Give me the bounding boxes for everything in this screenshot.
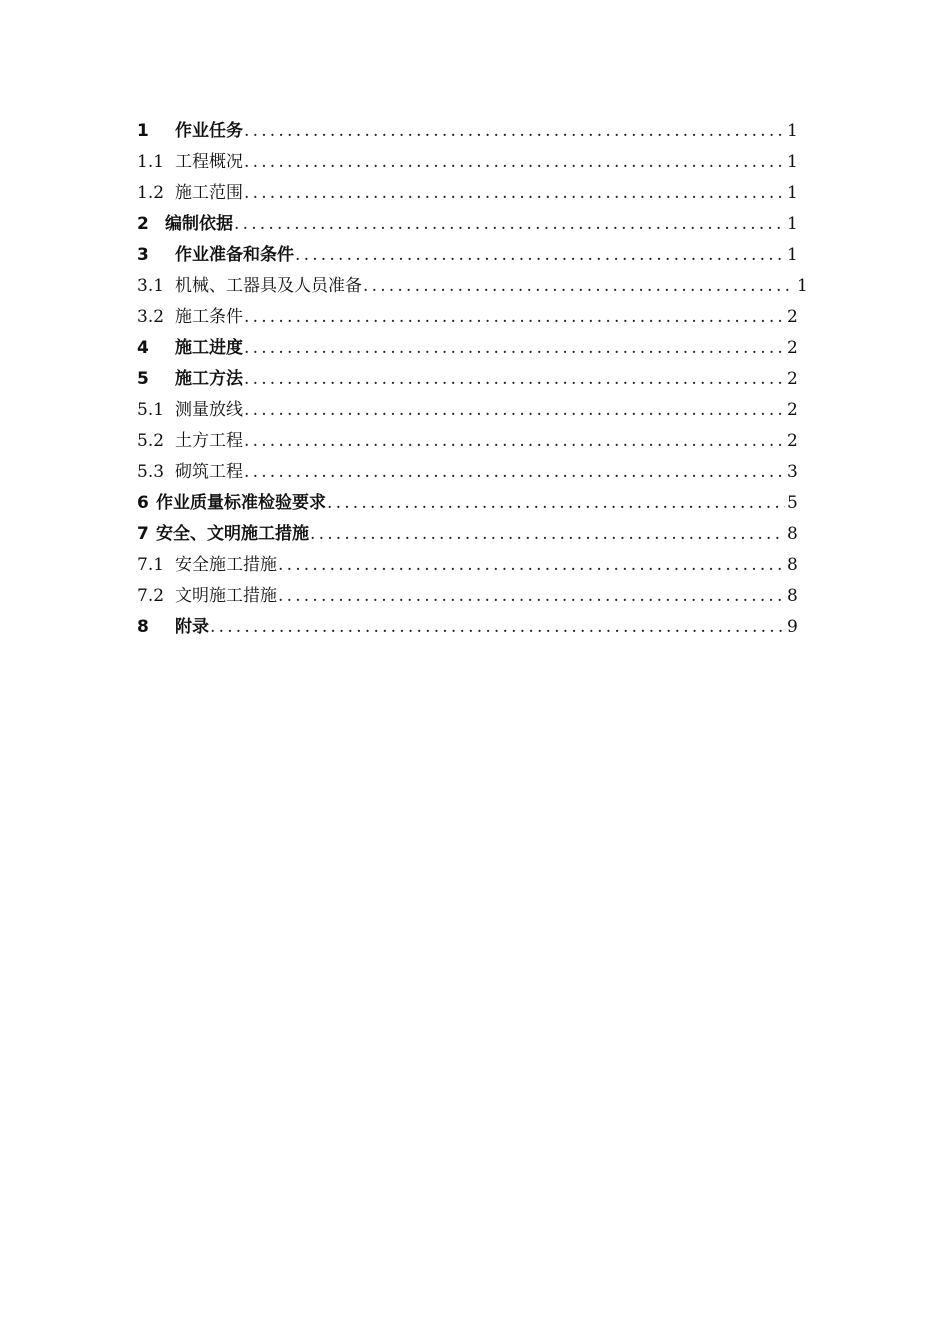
toc-entry[interactable] — [137, 116, 797, 147]
toc-entry[interactable] — [137, 550, 797, 581]
toc-entry-title: 作业准备和条件 — [175, 245, 294, 265]
toc-entry-number: 5.2 — [137, 431, 165, 451]
toc-entry-page: 2 — [787, 369, 798, 389]
toc-entry-page: 1 — [787, 214, 798, 234]
toc-entry-number: 4 — [137, 338, 149, 358]
toc-entry-number: 1.2 — [137, 183, 165, 203]
toc-entry[interactable] — [137, 209, 797, 240]
toc-entry-page: 2 — [787, 307, 798, 327]
toc-entry-title: 文明施工措施 — [175, 586, 277, 606]
toc-entry[interactable] — [137, 395, 797, 426]
toc-entry-title: 编制依据 — [165, 214, 233, 234]
toc-entry-title: 作业任务 — [175, 121, 243, 141]
dot-leader — [278, 581, 785, 612]
toc-entry[interactable] — [137, 302, 797, 333]
toc-entry-page: 2 — [787, 431, 798, 451]
dot-leader — [244, 395, 785, 426]
toc-entry[interactable] — [137, 488, 797, 519]
toc-entry-number: 8 — [137, 617, 149, 637]
toc-entry-number: 1 — [137, 121, 149, 141]
dot-leader — [244, 116, 785, 147]
toc-entry-number: 2 — [137, 214, 149, 234]
toc-entry-page: 3 — [787, 462, 798, 482]
dot-leader — [310, 519, 785, 550]
dot-leader — [244, 364, 785, 395]
toc-entry-page: 1 — [787, 121, 798, 141]
toc-entry-number: 3.1 — [137, 276, 165, 296]
toc-entry-page: 2 — [787, 400, 798, 420]
toc-entry-number: 1.1 — [137, 152, 165, 172]
dot-leader — [244, 426, 785, 457]
dot-leader — [363, 271, 795, 302]
toc-entry-page: 1 — [787, 152, 798, 172]
toc-entry-title: 安全施工措施 — [175, 555, 277, 575]
toc-entry-title: 施工范围 — [175, 183, 243, 203]
toc-entry-number: 7 — [137, 524, 149, 544]
toc-entry-title: 测量放线 — [175, 400, 243, 420]
toc-entry[interactable] — [137, 333, 797, 364]
toc-entry-page: 5 — [787, 493, 798, 513]
toc-entry-title: 施工条件 — [175, 307, 243, 327]
toc-entry-title: 安全、文明施工措施 — [156, 524, 309, 544]
dot-leader — [278, 550, 785, 581]
dot-leader — [244, 302, 785, 333]
toc-entry-number: 5.3 — [137, 462, 165, 482]
toc-entry-page: 1 — [797, 276, 808, 296]
toc-entry[interactable] — [137, 178, 797, 209]
dot-leader — [244, 178, 785, 209]
dot-leader — [210, 612, 785, 643]
toc-entry[interactable] — [137, 364, 797, 395]
dot-leader — [244, 147, 785, 178]
toc-entry-number: 5.1 — [137, 400, 165, 420]
toc-entry[interactable] — [137, 519, 797, 550]
toc-entry[interactable] — [137, 581, 797, 612]
dot-leader — [244, 457, 785, 488]
toc-entry-number: 3.2 — [137, 307, 165, 327]
toc-entry[interactable] — [137, 612, 797, 643]
toc-entry[interactable] — [137, 271, 808, 302]
toc-entry-page: 8 — [787, 555, 798, 575]
table-of-contents — [137, 116, 808, 643]
dot-leader — [327, 488, 785, 519]
dot-leader — [295, 240, 785, 271]
toc-entry-title: 土方工程 — [175, 431, 243, 451]
toc-entry-title: 机械、工器具及人员准备 — [175, 276, 362, 296]
toc-entry-title: 施工方法 — [175, 369, 243, 389]
toc-entry-number: 6 — [137, 493, 149, 513]
toc-entry-page: 8 — [787, 524, 798, 544]
toc-entry-page: 2 — [787, 338, 798, 358]
toc-entry-title: 工程概况 — [175, 152, 243, 172]
toc-entry-number: 5 — [137, 369, 149, 389]
dot-leader — [244, 333, 785, 364]
toc-entry-title: 附录 — [175, 617, 209, 637]
toc-entry-title: 砌筑工程 — [175, 462, 243, 482]
toc-entry-number: 3 — [137, 245, 149, 265]
toc-entry[interactable] — [137, 426, 797, 457]
toc-entry-page: 1 — [787, 183, 798, 203]
toc-entry[interactable] — [137, 147, 797, 178]
toc-entry-title: 作业质量标准检验要求 — [156, 493, 326, 513]
toc-entry-page: 9 — [787, 617, 798, 637]
toc-entry[interactable] — [137, 240, 797, 271]
toc-entry-number: 7.2 — [137, 586, 165, 606]
toc-entry-number: 7.1 — [137, 555, 165, 575]
toc-entry-page: 8 — [787, 586, 798, 606]
toc-entry-page: 1 — [787, 245, 798, 265]
toc-entry[interactable] — [137, 457, 797, 488]
dot-leader — [234, 209, 785, 240]
toc-entry-title: 施工进度 — [175, 338, 243, 358]
